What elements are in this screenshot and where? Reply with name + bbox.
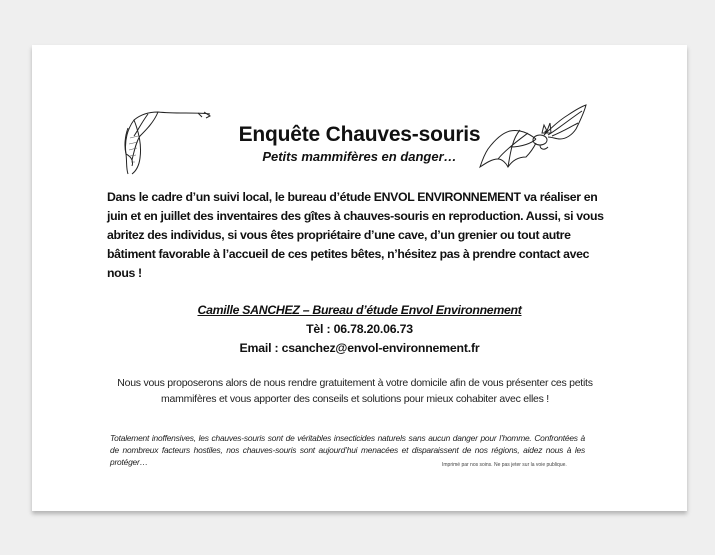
contact-email: Email : csanchez@envol-environnement.fr	[239, 341, 480, 355]
intro-paragraph: Dans le cadre d’un suivi local, le bureau d’étude ENVOL ENVIRONNEMENT va réaliser en juin et en juillet des inventaires des gîtes à chauves-souris en reproduction. Aussi, si vous abritez des individus, si vous êtes propriétaire d’une cave, d’un grenier ou tout autre bâtiment favorable à l’accueil de ces petites bêtes, n’hésitez pas à prendre contact avec nous !	[107, 190, 604, 280]
contact-block	[32, 301, 687, 358]
contact-phone: Tèl : 06.78.20.06.73	[306, 322, 413, 336]
print-note: Imprimé par nos soins. Ne pas jeter sur la voie publique.	[442, 462, 567, 468]
flyer-page	[32, 45, 687, 511]
contact-name: Camille SANCHEZ – Bureau d’étude Envol Environnement	[197, 303, 522, 317]
flyer-subtitle: Petits mammifères en danger…	[262, 149, 457, 164]
flyer-title: Enquête Chauves-souris	[238, 123, 481, 146]
footer-paragraph: Totalement inoffensives, les chauves-souris sont de véritables insecticides naturels sans aucun danger pour l’homme. Confrontées à de nombreux facteurs hostiles, nos chauves-souris sont aujourd’hui menacées et disparaissent de nos régions, aidez nous à les protéger…	[110, 433, 585, 467]
offer-paragraph: Nous vous proposerons alors de nous rendre gratuitement à votre domicile afin de vous présenter ces petits mammifères et vous apporter des conseils et solutions pour mieux cohabiter avec elles !	[117, 377, 593, 405]
